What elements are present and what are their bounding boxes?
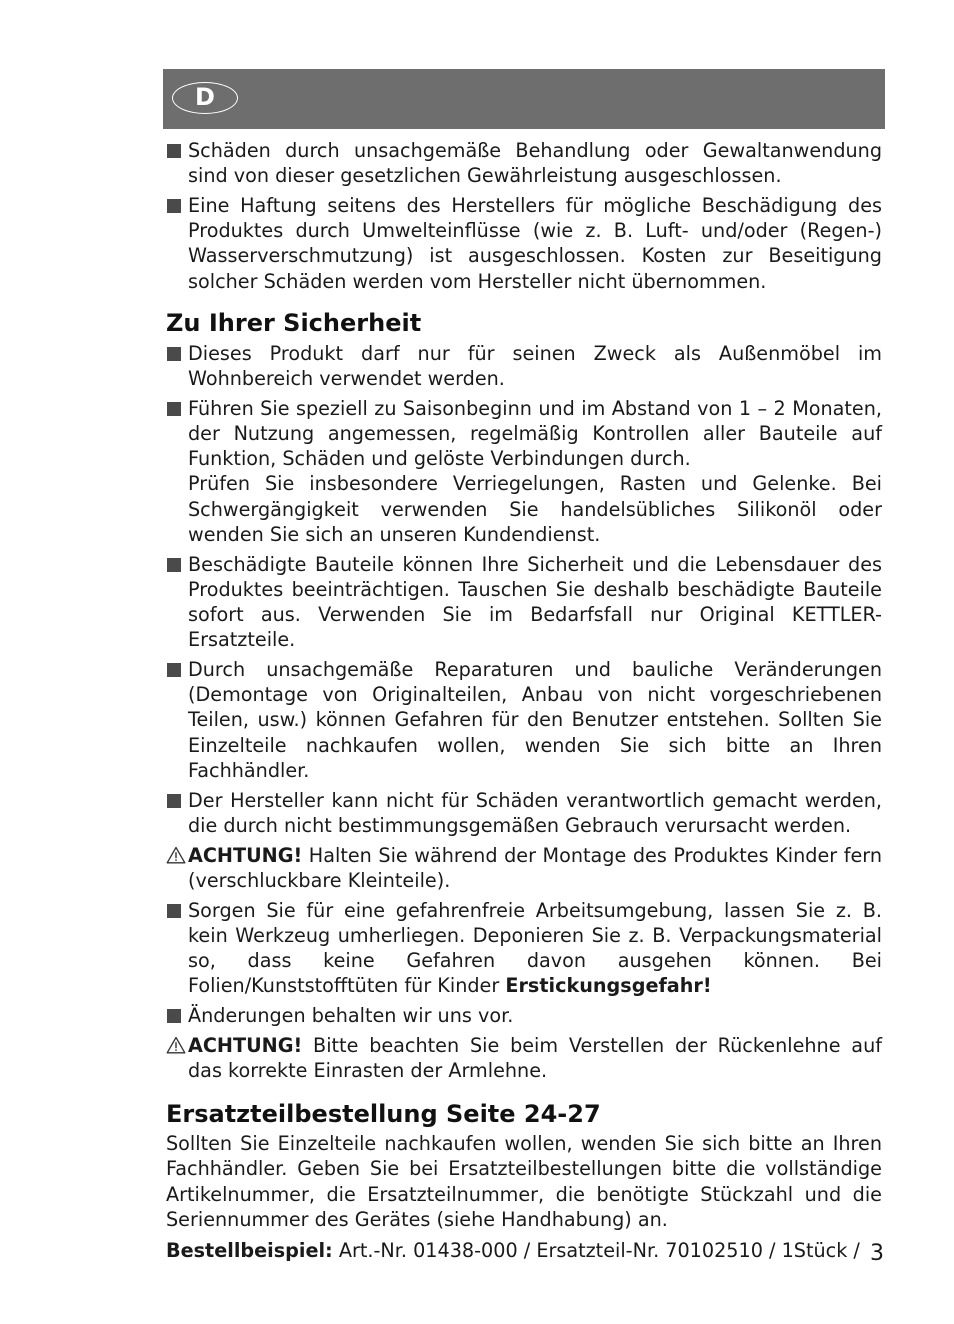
list-item-text: Beschädigte Bauteile können Ihre Sicherheit und die Lebensdauer des Produktes beeinträchtigen. Tauschen Sie deshalb beschädigte Bauteile sofort aus. Verwenden Sie im Bedarfsfall nur Original KETTLER-Ersatzteile. <box>188 552 882 652</box>
list-item-text: Eine Haftung seitens des Herstellers für mögliche Beschädigung des Produktes durch Umwelteinflüsse (wie z. B. Luft- und/oder (Regen-) Wasserverschmutzung) ist ausgeschlossen. Kosten zur Beseitigung solcher Schäden werden vom Hersteller nicht übernommen. <box>188 194 882 293</box>
section-title-spare-parts: Ersatzteilbestellung Seite 24-27 <box>166 1100 601 1129</box>
list-item-text: Prüfen Sie insbesondere Verriegelungen, Rasten und Gelenke. Bei Schwergängigkeit verwenden Sie handelsübliches Silikonöl oder wenden Sie sich an unseren Kundendienst. <box>188 472 882 546</box>
list-item-text: Änderungen behalten wir uns vor. <box>188 1004 514 1028</box>
square-bullet-icon <box>167 794 181 808</box>
list-item <box>166 341 882 391</box>
list-item <box>166 1003 882 1028</box>
list-item <box>166 898 882 999</box>
list-item <box>166 788 882 838</box>
list-item-text: Dieses Produkt darf nur für seinen Zweck als Außenmöbel im Wohnbereich verwendet werden. <box>188 341 882 391</box>
language-badge: D <box>172 82 238 114</box>
square-bullet-icon <box>167 347 181 361</box>
emphasis-text: Erstickungsgefahr! <box>505 974 712 998</box>
square-bullet-icon <box>167 402 181 416</box>
warning-item <box>166 1033 882 1083</box>
section-title-safety: Zu Ihrer Sicherheit <box>166 308 422 337</box>
page-number: 3 <box>870 1241 884 1266</box>
order-example-text: Art.-Nr. 01438-000 / Ersatzteil-Nr. 70102510 / 1Stück / <box>332 1239 860 1263</box>
warning-item <box>166 843 882 893</box>
warning-text: Halten Sie während der Montage des Produktes Kinder fern (verschluckbare Kleinteile). <box>188 843 882 892</box>
square-bullet-icon <box>167 663 181 677</box>
list-item <box>166 552 882 653</box>
order-example <box>166 1238 882 1263</box>
list-item <box>166 657 882 783</box>
warning-triangle-icon <box>166 846 186 864</box>
list-item <box>166 193 882 294</box>
list-item <box>166 396 882 547</box>
warning-label: ACHTUNG! <box>188 1033 303 1057</box>
list-item <box>166 138 882 188</box>
square-bullet-icon <box>167 199 181 213</box>
square-bullet-icon <box>167 144 181 158</box>
order-example-label: Bestellbeispiel: <box>166 1239 333 1263</box>
list-item-text: Sorgen Sie für eine gefahrenfreie Arbeitsumgebung, lassen Sie z. B. kein Werkzeug umherliegen. Deponieren Sie z. B. Verpackungsmaterial so, dass keine Gefahren davon ausgehen können. Bei Folien/Kunststofftüten für Kinder <box>188 898 882 998</box>
list-item-text: Führen Sie speziell zu Saisonbeginn und im Abstand von 1 – 2 Monaten, der Nutzung angemessen, regelmäßig Kontrollen aller Bauteile auf Funktion, Schäden und gelöste Verbindungen durch. <box>188 396 882 471</box>
page-content <box>166 138 882 1263</box>
warning-label: ACHTUNG! <box>188 843 303 867</box>
language-header-bar <box>163 69 885 129</box>
list-item-text: Der Hersteller kann nicht für Schäden verantwortlich gemacht werden, die durch nicht bestimmungsgemäßen Gebrauch verursacht werden. <box>188 788 882 837</box>
square-bullet-icon <box>167 1009 181 1023</box>
list-item-text: Durch unsachgemäße Reparaturen und bauliche Veränderungen (Demontage von Originalteilen, Anbau von nicht vorgeschriebenen Teilen, usw.) können Gefahren für den Benutzer entstehen. Sollten Sie Einzelteile nachkaufen wollen, wenden Sie sich bitte an Ihren Fachhändler. <box>188 658 882 782</box>
warning-triangle-icon <box>166 1036 186 1054</box>
warning-text: Bitte beachten Sie beim Verstellen der Rückenlehne auf das korrekte Einrasten der Armlehne. <box>188 1033 882 1083</box>
square-bullet-icon <box>167 904 181 918</box>
list-item-text: Schäden durch unsachgemäße Behandlung oder Gewaltanwendung sind von dieser gesetzlichen Gewährleistung ausgeschlossen. <box>188 139 882 188</box>
spare-parts-paragraph: Sollten Sie Einzelteile nachkaufen wollen, wenden Sie sich bitte an Ihren Fachhändler. Geben Sie bei Ersatzteilbestellungen bitte die vollständige Artikelnummer, die Ersatzteilnummer, die benötigte Stückzahl und die Seriennummer des Gerätes (siehe Handhabung) an. <box>166 1132 882 1231</box>
square-bullet-icon <box>167 558 181 572</box>
